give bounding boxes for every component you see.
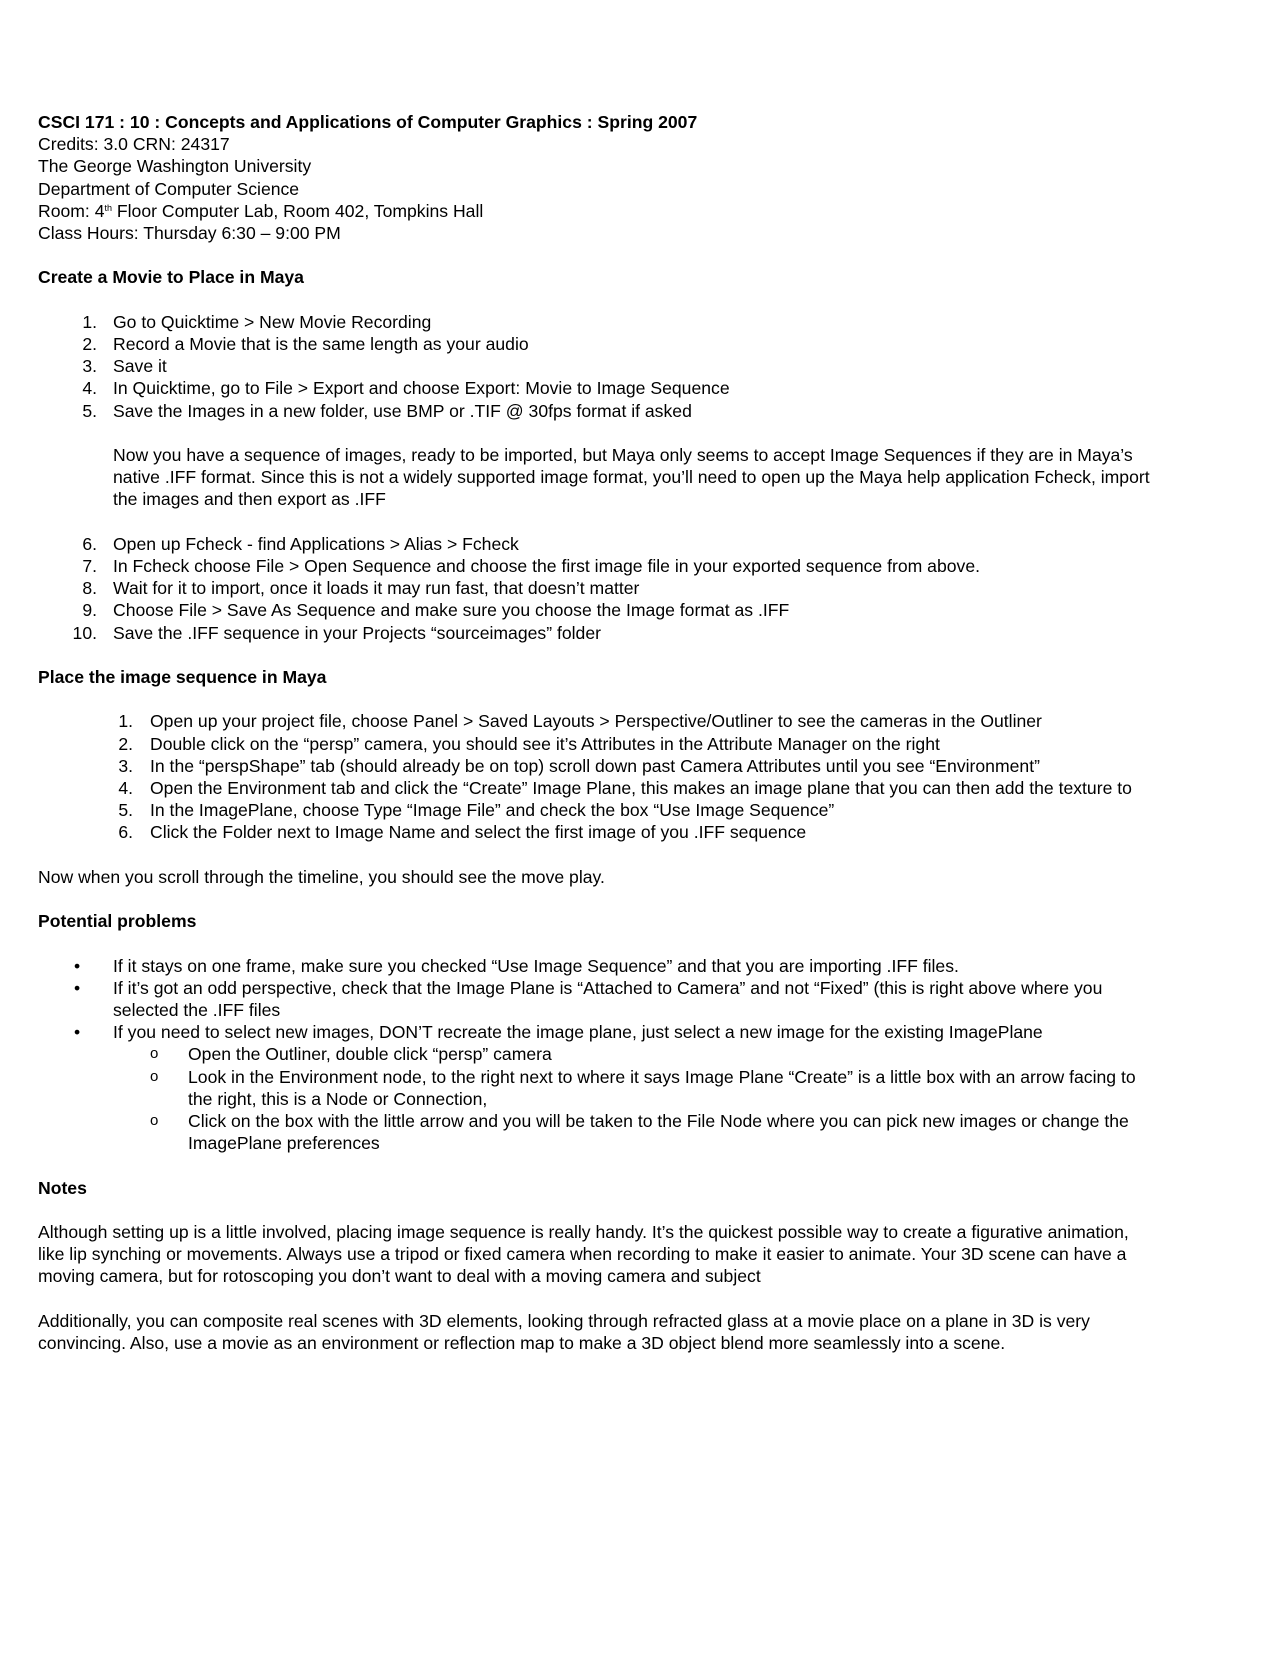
list-item: 7. In Fcheck choose File > Open Sequence and choose the first image file in your exported sequence from above. [82,556,980,576]
sub-list-item: o Open the Outliner, double click “persp” camera [150,1044,552,1065]
list-item: 8. Wait for it to import, once it loads it may run fast, that doesn’t matter [82,578,640,599]
sub-bullet-icon: o [150,1045,159,1063]
list-item: 6. Click the Folder next to Image Name and select the first image of you .IFF sequence [118,822,807,843]
room-suffix: Floor Computer Lab, Room 402, Tompkins Hall [112,200,484,221]
list-item: 2. Record a Movie that is the same length as your audio [82,334,529,354]
bullet-icon: • [74,977,81,998]
room-prefix: Room: 4 [38,200,105,221]
document-page [38,111,1238,1354]
note-line: native .IFF format. Since this is not a widely supported image format, you’ll need to open up the Maya help application Fcheck, import [113,467,1150,488]
sub-list-item: o Click on the box with the little arrow and you will be taken to the File Node where you can pick new images or change the ImagePlane preferences [150,1111,1129,1154]
note-line: Now you have a sequence of images, ready to be imported, but Maya only seems to accept Image Sequences if they are in Maya’s [113,445,1133,465]
list-item: 4. Open the Environment tab and click the “Create” Image Plane, this makes an image plane that you can then add the texture to [118,778,1132,798]
list-item: 9. Choose File > Save As Sequence and make sure you choose the Image format as .IFF [82,600,790,621]
course-header [38,111,1238,244]
paragraph-line: like lip synching or movements. Always use a tripod or fixed camera when recording to make it easier to animate. Your 3D scene can have a [38,1244,1127,1265]
list-item: 4. In Quicktime, go to File > Export and choose Export: Movie to Image Sequence [82,378,730,399]
list-item: 3. In the “perspShape” tab (should already be on top) scroll down past Camera Attributes until you see “Environment” [118,755,1040,776]
list-item: 1. Open up your project file, choose Panel > Saved Layouts > Perspective/Outliner to see the cameras in the Outliner [118,711,1042,732]
section-heading-notes: Notes [38,1177,87,1198]
room-sup: th [104,202,113,213]
section-heading-create-movie: Create a Movie to Place in Maya [38,267,304,288]
department-line: Department of Computer Science [38,178,300,199]
class-hours-line: Class Hours: Thursday 6:30 – 9:00 PM [38,223,341,244]
list-item: • If you need to select new images, DON’T recreate the image plane, just select a new image for the existing ImagePlane [74,1022,1043,1043]
list-item: 6. Open up Fcheck - find Applications > Alias > Fcheck [82,533,519,554]
sub-bullet-icon: o [150,1067,159,1085]
list-item: • If it’s got an odd perspective, check that the Image Plane is “Attached to Camera” and not “Fixed” (this is right above where you selected the .IFF files [74,977,1103,1020]
paragraph-line: Although setting up is a little involved, placing image sequence is really handy. It’s the quickest possible way to create a figurative animation, [38,1221,1129,1242]
notes-paragraph-2 [38,1310,1238,1354]
list-item: • If it stays on one frame, make sure you checked “Use Image Sequence” and that you are importing .IFF files. [74,955,959,976]
problems-list [38,955,1238,1155]
room-line [38,200,1238,222]
list-item: 3. Save it [82,356,167,377]
list-item: 10. Save the .IFF sequence in your Projects “sourceimages” folder [72,622,601,643]
place-sequence-steps [38,710,1238,843]
credits-line: Credits: 3.0 CRN: 24317 [38,134,230,155]
list-item: 2. Double click on the “persp” camera, you should see it’s Attributes in the Attribute Manager on the right [118,733,940,754]
paragraph-line: moving camera, but for rotoscoping you don’t want to deal with a moving camera and subject [38,1266,761,1287]
bullet-icon: • [74,1022,81,1043]
paragraph-line: convincing. Also, use a movie as an environment or reflection map to make a 3D object blend more seamlessly into a scene. [38,1332,1006,1353]
list-item: 5. In the ImagePlane, choose Type “Image File” and check the box “Use Image Sequence” [118,800,835,821]
create-movie-steps-a [38,311,1238,422]
create-movie-steps-b [38,533,1238,644]
list-item: 5. Save the Images in a new folder, use BMP or .TIF @ 30fps format if asked [82,400,692,421]
university-line: The George Washington University [38,156,312,177]
note-line: the images and then export as .IFF [113,489,386,510]
sub-bullet-icon: o [150,1112,159,1129]
iff-note [38,444,1238,511]
paragraph-line: Additionally, you can composite real scenes with 3D elements, looking through refracted glass at a movie place on a plane in 3D is very [38,1310,1090,1331]
bullet-icon: • [74,955,81,976]
sub-list-item: o Look in the Environment node, to the right next to where it says Image Plane “Create” is a little box with an arrow facing to the right, this is a Node or Connection, [150,1066,1136,1109]
list-item: 1. Go to Quicktime > New Movie Recording [82,311,432,332]
course-title: CSCI 171 : 10 : Concepts and Applications of Computer Graphics : Spring 2007 [38,112,698,132]
section-heading-place-sequence: Place the image sequence in Maya [38,667,327,687]
notes-paragraph-1 [38,1221,1238,1288]
section-heading-potential-problems: Potential problems [38,911,197,932]
timeline-note: Now when you scroll through the timeline, you should see the move play. [38,866,605,887]
